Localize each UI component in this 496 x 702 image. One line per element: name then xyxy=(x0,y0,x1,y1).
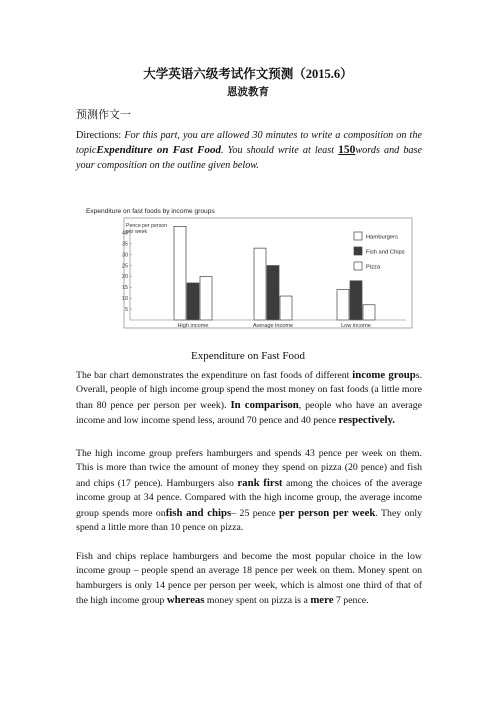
bar-chart xyxy=(84,204,414,344)
y-tick-label: 40 xyxy=(122,230,128,237)
directions-text-2: . You should write at least xyxy=(221,145,339,157)
bar-fish-and-chips-3 xyxy=(350,281,362,320)
x-tick-label: Average income xyxy=(252,323,294,329)
y-tick-label: 5 xyxy=(125,306,128,313)
legend-label: Fish and Chips xyxy=(366,249,405,256)
bar-fish-and-chips-1 xyxy=(187,283,199,320)
p3-highlight-b: whereas xyxy=(166,594,205,607)
p2-text-c: among the choices of the average income group at 34 pence. Compared with the high income group, the average income group spends more on xyxy=(76,477,422,519)
document-title: 大学英语六级考试作文预测（2015.6） xyxy=(143,67,353,81)
p3-highlight-d: mere xyxy=(310,594,334,607)
p1-text-a: The bar chart demonstrates the expenditure on fast foods of different xyxy=(76,370,353,381)
p1-highlight-d: In comparison xyxy=(230,398,299,411)
chart-caption: Expenditure on Fast Food xyxy=(191,350,305,362)
bar-pizza-3 xyxy=(363,305,375,320)
directions-topic: Expenditure on Fast Food xyxy=(96,144,222,157)
p3-text-c: money spent on pizza is a xyxy=(204,595,311,607)
legend-label: Pizza xyxy=(366,264,381,271)
p2-text-g: . They only spend a little more than 10 pence on pizza. xyxy=(76,507,423,534)
paragraph-3 xyxy=(76,550,422,609)
bar-hamburgers-2 xyxy=(254,248,266,320)
legend-swatch xyxy=(354,262,362,270)
p1-text-c: s. Overall, people of high income group spend the most money on fast foods (a little more than 80 pence per person per week). xyxy=(76,370,422,411)
x-tick-label: High income xyxy=(177,323,209,329)
x-tick-label: Low income xyxy=(341,323,371,329)
p2-highlight-f: per person per week xyxy=(279,506,376,519)
p1-highlight-f: respectively. xyxy=(338,414,395,427)
directions-word-count: 150 xyxy=(338,144,356,157)
legend-swatch xyxy=(354,247,362,255)
y-axis-label-line-1: Pence per person xyxy=(126,223,167,229)
directions-paragraph xyxy=(76,128,422,174)
y-tick-label: 15 xyxy=(122,285,128,292)
p3-text-a: Fish and chips replace hamburgers and become the most popular choice in the low income group – people spend an average 18 pence per week on them. Money spent on hamburgers is only 14 pence per person per week, which is almost one third of that of the high income group xyxy=(76,551,422,607)
paragraph-2 xyxy=(76,447,422,535)
bar-pizza-2 xyxy=(280,296,292,320)
section-heading: 预测作文一 xyxy=(76,109,131,121)
y-tick-label: 20 xyxy=(122,274,128,281)
p2-highlight-b: rank first xyxy=(237,476,283,489)
y-axis-label-line-2: per week xyxy=(126,229,148,235)
bar-hamburgers-3 xyxy=(337,290,349,320)
legend-swatch xyxy=(354,232,362,240)
bar-pizza-1 xyxy=(200,276,212,320)
y-tick-label: 25 xyxy=(122,263,128,270)
directions-text-3: words and base your composition on the outline given below. xyxy=(76,145,422,172)
y-tick-label: 10 xyxy=(122,296,128,303)
document-subtitle: 恩波教育 xyxy=(227,87,269,98)
p1-highlight-b: income group xyxy=(352,369,416,381)
legend-label: Hamburgers xyxy=(366,234,398,241)
bar-fish-and-chips-2 xyxy=(267,266,279,320)
p2-text-e: – 25 pence xyxy=(231,507,280,519)
p2-highlight-d: fish and chips xyxy=(165,506,232,519)
p3-text-e: 7 pence. xyxy=(333,595,369,607)
y-tick-label: 35 xyxy=(122,241,128,248)
chart-title: Expenditure on fast foods by income groups xyxy=(86,208,215,215)
directions-text-1: For this part, you are allowed 30 minutes to write a composition on the topic xyxy=(76,130,422,157)
y-tick-label: 30 xyxy=(122,252,128,259)
p1-text-e: , people who have an average income and low income spend less, around 70 pence and 40 pence xyxy=(76,399,423,427)
p2-text-a: The high income group prefers hamburgers and spends 43 pence per week on them. This is more than twice the amount of money they spend on pizza (20 pence) and fish and chips (17 pence). Hamburgers also xyxy=(76,448,422,489)
paragraph-1 xyxy=(76,368,422,429)
bar-hamburgers-1 xyxy=(174,226,186,320)
directions-label: Directions: xyxy=(76,130,122,141)
